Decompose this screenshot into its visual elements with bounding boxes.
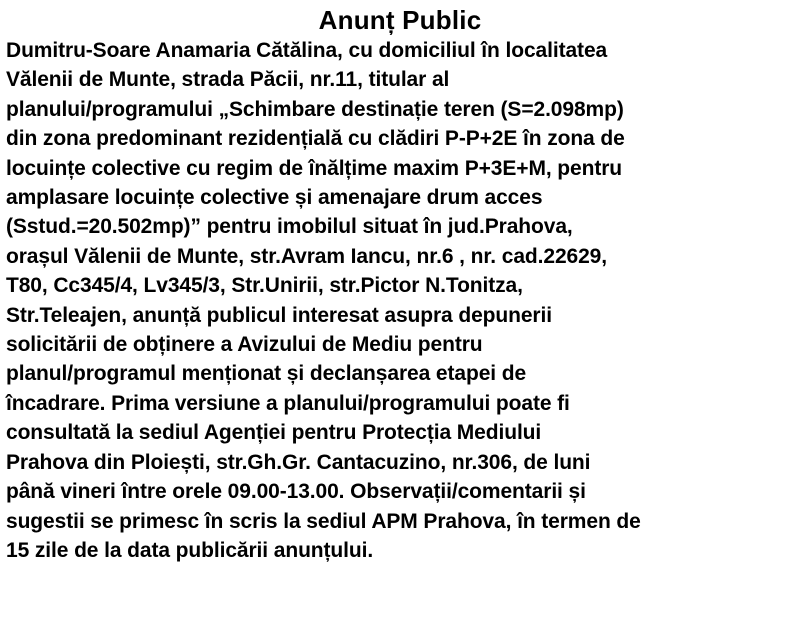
- notice-line: (Sstud.=20.502mp)” pentru imobilul situat în jud.Prahova,: [6, 215, 573, 239]
- notice-line: încadrare. Prima versiune a planului/programului poate fi: [6, 391, 570, 415]
- notice-line: Dumitru-Soare Anamaria Cătălina, cu domiciliul în localitatea: [6, 39, 608, 62]
- notice-line: sugestii se primesc în scris la sediul APM Prahova, în termen de: [6, 509, 641, 533]
- notice-line: Vălenii de Munte, strada Păcii, nr.11, titular al: [6, 68, 450, 92]
- notice-line: Str.Teleajen, anunță publicul interesat asupra depunerii: [6, 303, 552, 327]
- notice-line: din zona predominant rezidențială cu clădiri P-P+2E în zona de: [6, 127, 625, 151]
- notice-body: [6, 36, 794, 565]
- notice-line: Prahova din Ploiești, str.Gh.Gr. Cantacuzino, nr.306, de luni: [6, 450, 591, 474]
- notice-line: T80, Cc345/4, Lv345/3, Str.Unirii, str.Pictor N.Tonitza,: [6, 274, 523, 298]
- public-notice: [6, 4, 794, 565]
- notice-line: solicitării de obținere a Avizului de Mediu pentru: [6, 333, 483, 357]
- notice-line: planul/programul menționat și declanșarea etapei de: [6, 362, 527, 386]
- notice-line: amplasare locuințe colective și amenajare drum acces: [6, 186, 543, 210]
- notice-title: Anunț Public: [318, 5, 482, 35]
- notice-line: orașul Vălenii de Munte, str.Avram Iancu, nr.6 , nr. cad.22629,: [6, 244, 607, 268]
- notice-line: 15 zile de la data publicării anunțului.: [6, 538, 374, 562]
- notice-line: locuințe colective cu regim de înălțime maxim P+3E+M, pentru: [6, 156, 623, 180]
- notice-line: consultată la sediul Agenției pentru Protecția Mediului: [6, 421, 542, 445]
- notice-line: până vineri între orele 09.00-13.00. Observații/comentarii și: [6, 480, 586, 504]
- notice-line: planului/programului „Schimbare destinație teren (S=2.098mp): [6, 97, 624, 121]
